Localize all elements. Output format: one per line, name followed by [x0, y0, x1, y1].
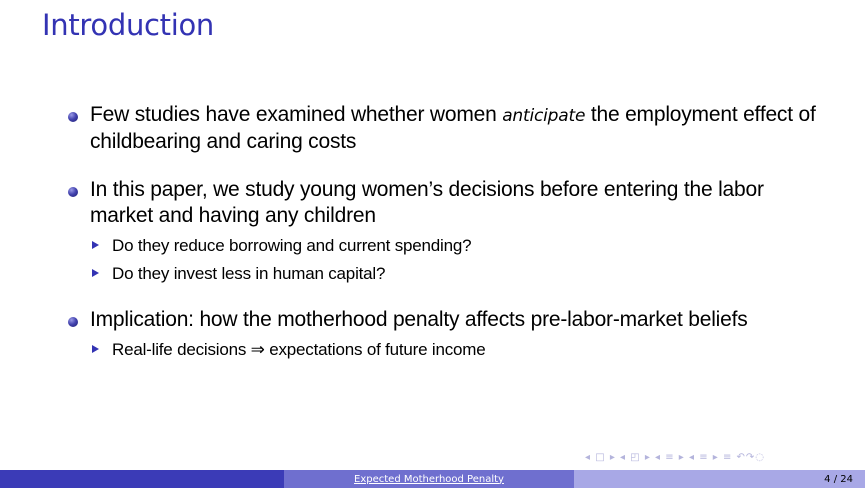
bullet-ball-icon — [68, 187, 78, 197]
footer-left-segment — [0, 470, 284, 488]
triangle-bullet-icon — [92, 241, 99, 249]
footer-title-link[interactable]: Expected Motherhood Penalty — [354, 473, 504, 485]
bullet-text: In this paper, we study young women’s decisions before entering the labor market and having any children — [90, 178, 764, 227]
beamer-navigation-icons[interactable]: ◂ □ ▸ ◂ ◰ ▸ ◂ ≡ ▸ ◂ ≡ ▸ ≡ ↶↷◌ — [585, 452, 765, 463]
slide-title: Introduction — [42, 8, 215, 42]
triangle-bullet-icon — [92, 345, 99, 353]
sub-bullet-text: Do they invest less in human capital? — [112, 264, 386, 283]
sub-bullet-text: Do they reduce borrowing and current spending? — [112, 236, 472, 255]
bullet-text: Few studies have examined whether women — [90, 103, 503, 126]
page-number: 4 / 24 — [824, 473, 853, 485]
sub-bullet-list — [90, 339, 828, 361]
footer-right-segment — [574, 470, 865, 488]
bullet-text: Implication: how the motherhood penalty affects pre-labor-market beliefs — [90, 308, 748, 331]
footer-bar — [0, 470, 865, 488]
sub-bullet-text: Real-life decisions ⇒ expectations of future income — [112, 340, 486, 359]
sub-bullet-item — [90, 339, 828, 361]
bullet-ball-icon — [68, 112, 78, 122]
bullet-list — [68, 102, 828, 361]
footer-middle-segment — [284, 470, 574, 488]
triangle-bullet-icon — [92, 269, 99, 277]
bullet-item — [68, 307, 828, 361]
bullet-ball-icon — [68, 317, 78, 327]
sub-bullet-item — [90, 235, 828, 257]
bullet-emphasis: anticipate — [502, 106, 586, 126]
sub-bullet-list — [90, 235, 828, 285]
bullet-text: the employment effect of childbearing and caring costs — [90, 103, 816, 153]
bullet-item — [68, 177, 828, 285]
sub-bullet-item — [90, 263, 828, 285]
bullet-item — [68, 102, 828, 155]
